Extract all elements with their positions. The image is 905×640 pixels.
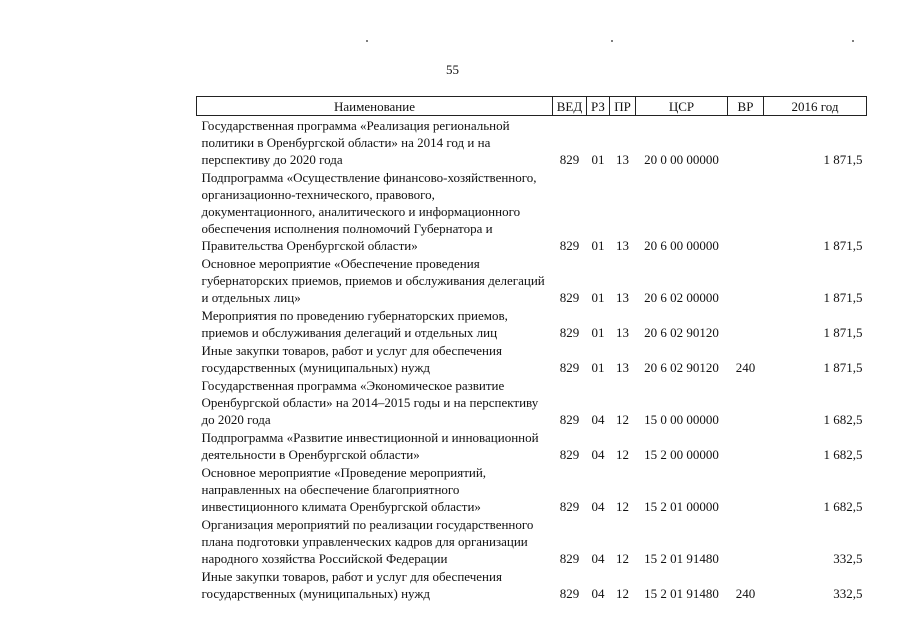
header-vr: ВР	[728, 97, 764, 116]
row-csr: 20 0 00 00000	[644, 152, 719, 167]
row-ved: 829	[559, 152, 580, 167]
row-amount: 1 871,5	[823, 152, 863, 167]
row-rz: 04	[591, 499, 605, 514]
header-name: Наименование	[197, 97, 553, 116]
header-csr: ЦСР	[636, 97, 728, 116]
table-row	[197, 428, 867, 463]
row-csr: 15 2 01 91480	[644, 586, 719, 601]
table-row	[197, 168, 867, 254]
row-vr	[728, 428, 764, 463]
row-ved: 829	[559, 238, 580, 253]
row-csr: 20 6 02 90120	[644, 360, 719, 375]
row-pr: 12	[616, 586, 629, 601]
row-csr: 15 2 01 00000	[644, 499, 719, 514]
row-pr: 13	[616, 290, 629, 305]
row-ved: 829	[559, 551, 580, 566]
row-name: Подпрограмма «Осуществление финансово-хозяйственного, организационно-технического, правового, документационного, аналитического и информационного обеспечения исполнения полномочий Губернатора и Правительства Оренбургской области»	[201, 170, 537, 253]
row-name: Государственная программа «Экономическое развитие Оренбургской области» на 2014–2015 годы и на перспективу до 2020 года	[201, 378, 539, 427]
row-csr: 15 0 00 00000	[644, 412, 719, 427]
scan-speck	[611, 40, 613, 42]
row-ved: 829	[559, 325, 580, 340]
row-amount: 1 682,5	[823, 412, 863, 427]
row-vr	[728, 254, 764, 306]
row-amount: 1 871,5	[823, 290, 863, 305]
row-amount: 1 682,5	[823, 447, 863, 462]
row-name: Подпрограмма «Развитие инвестиционной и инновационной деятельности в Оренбургской области»	[201, 430, 539, 462]
row-rz: 01	[591, 290, 605, 305]
row-vr	[728, 376, 764, 428]
row-ved: 829	[559, 586, 580, 601]
row-amount: 1 871,5	[823, 325, 863, 340]
row-vr: 240	[735, 360, 756, 375]
table-row	[197, 341, 867, 376]
table-row	[197, 515, 867, 567]
row-pr: 12	[616, 551, 629, 566]
row-name: Основное мероприятие «Обеспечение проведения губернаторских приемов, приемов и обслуживания делегаций и отдельных лиц»	[201, 256, 545, 305]
table-row	[197, 116, 867, 169]
row-name: Основное мероприятие «Проведение мероприятий, направленных на обеспечение благоприятного инвестиционного климата Оренбургской области»	[201, 465, 487, 514]
row-pr: 13	[616, 360, 629, 375]
row-ved: 829	[559, 499, 580, 514]
row-pr: 12	[616, 447, 629, 462]
row-csr: 15 2 00 00000	[644, 447, 719, 462]
row-name: Государственная программа «Реализация региональной политики в Оренбургской области» на 2014 год и на перспективу до 2020 года	[201, 118, 510, 167]
header-rz: РЗ	[587, 97, 610, 116]
row-ved: 829	[559, 360, 580, 375]
scan-speck	[852, 40, 854, 42]
row-amount: 1 682,5	[823, 499, 863, 514]
row-ved: 829	[559, 447, 580, 462]
row-csr: 20 6 00 00000	[644, 238, 719, 253]
scan-speck	[366, 40, 368, 42]
table-row	[197, 254, 867, 306]
row-csr: 20 6 02 00000	[644, 290, 719, 305]
row-rz: 01	[591, 238, 605, 253]
row-amount: 1 871,5	[823, 360, 863, 375]
row-name: Иные закупки товаров, работ и услуг для обеспечения государственных (муниципальных) нужд	[201, 343, 502, 375]
header-ved: ВЕД	[553, 97, 587, 116]
row-pr: 13	[616, 325, 629, 340]
row-name: Мероприятия по проведению губернаторских приемов, приемов и обслуживания делегаций и отдельных лиц	[201, 308, 508, 340]
row-vr	[728, 515, 764, 567]
row-name: Иные закупки товаров, работ и услуг для обеспечения государственных (муниципальных) нужд	[201, 569, 502, 601]
row-ved: 829	[559, 412, 580, 427]
row-vr	[728, 463, 764, 515]
row-ved: 829	[559, 290, 580, 305]
page-number: 55	[446, 62, 459, 77]
row-rz: 04	[591, 412, 605, 427]
table-row	[197, 376, 867, 428]
row-pr: 12	[616, 412, 629, 427]
row-pr: 13	[616, 238, 629, 253]
table-header-row	[197, 97, 867, 116]
row-vr	[728, 306, 764, 341]
row-csr: 20 6 02 90120	[644, 325, 719, 340]
row-vr	[728, 116, 764, 169]
row-amount: 332,5	[833, 586, 863, 601]
row-name: Организация мероприятий по реализации государственного плана подготовки управленческих кадров для организации народного хозяйства Российской Федерации	[201, 517, 534, 566]
row-rz: 04	[591, 447, 605, 462]
row-amount: 332,5	[833, 551, 863, 566]
budget-table	[196, 96, 867, 602]
row-csr: 15 2 01 91480	[644, 551, 719, 566]
row-rz: 01	[591, 360, 605, 375]
header-pr: ПР	[610, 97, 636, 116]
row-vr	[728, 168, 764, 254]
row-amount: 1 871,5	[823, 238, 863, 253]
table-row	[197, 567, 867, 602]
table-row	[197, 463, 867, 515]
row-rz: 01	[591, 152, 605, 167]
row-rz: 04	[591, 551, 605, 566]
header-year: 2016 год	[764, 97, 867, 116]
row-vr: 240	[735, 586, 756, 601]
row-rz: 04	[591, 586, 605, 601]
row-rz: 01	[591, 325, 605, 340]
row-pr: 13	[616, 152, 629, 167]
row-pr: 12	[616, 499, 629, 514]
table-row	[197, 306, 867, 341]
